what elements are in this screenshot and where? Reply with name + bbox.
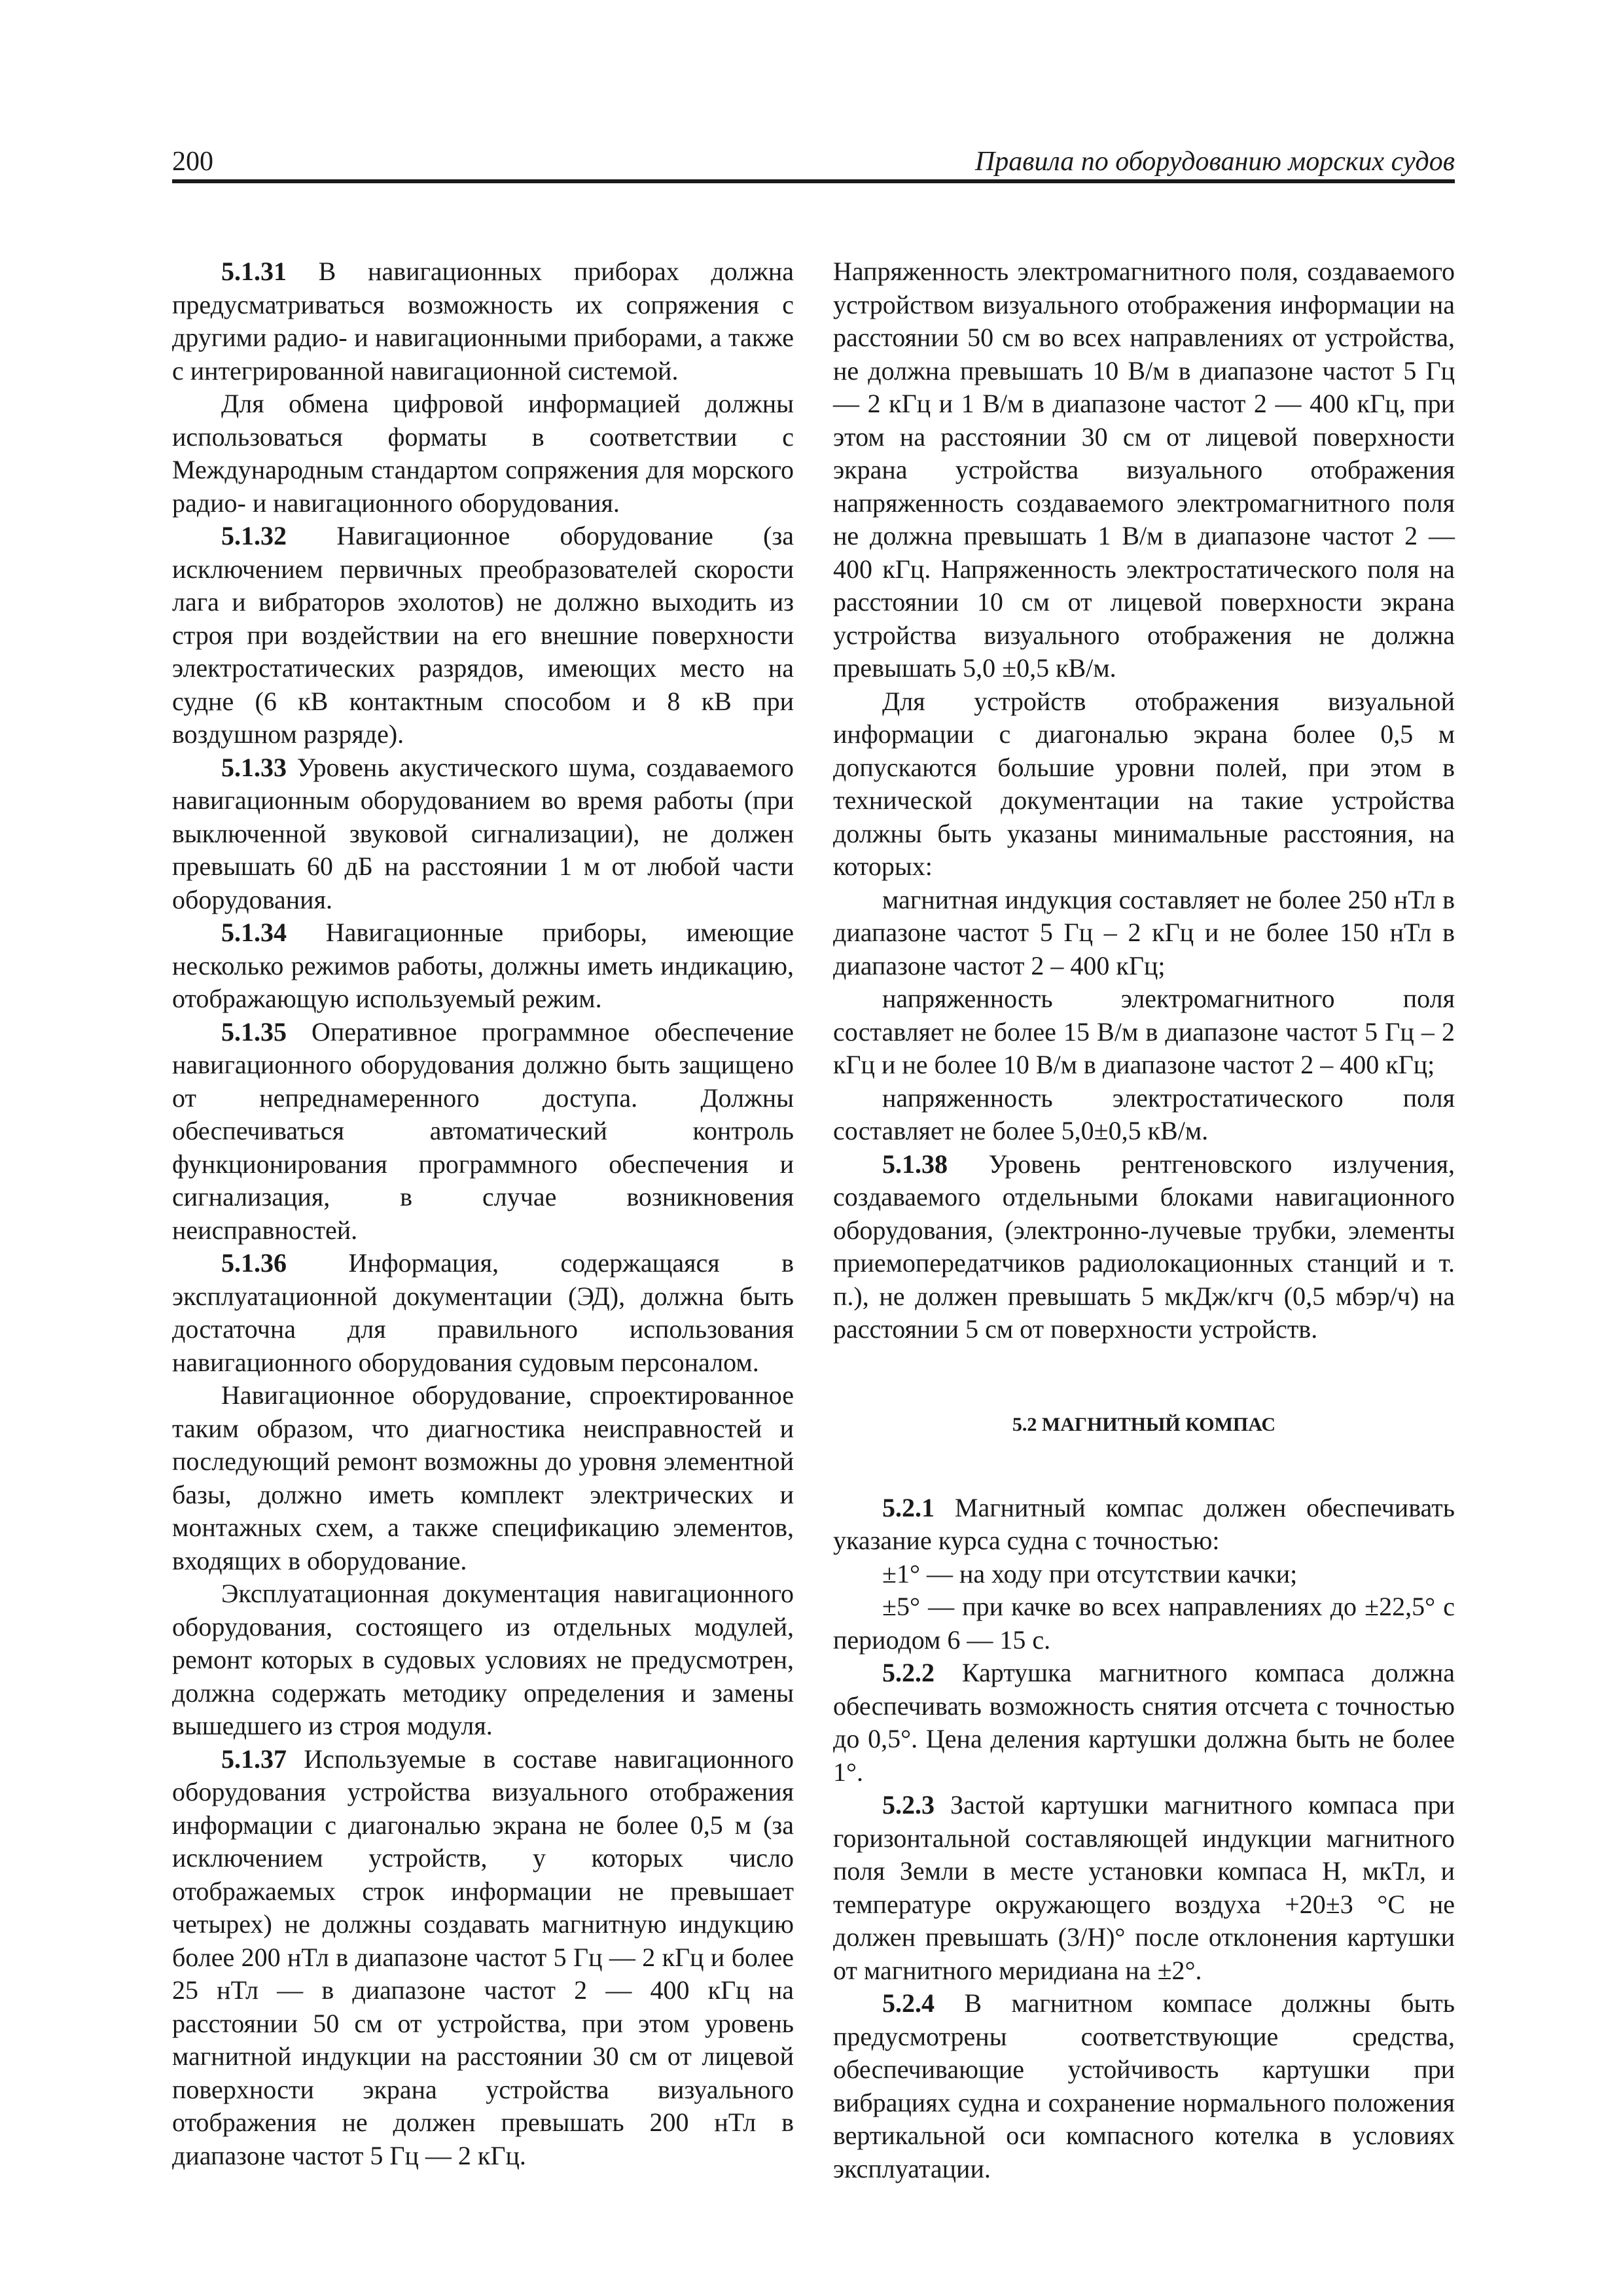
paragraph-5-1-32 [172, 520, 794, 751]
clause-number: 5.1.34 [221, 918, 287, 947]
clause-number: 5.1.36 [221, 1248, 287, 1278]
clause-number: 5.1.35 [221, 1016, 287, 1047]
paragraph-text: Картушка магнитного компаса должна обеспечивать возможность снятия отсчета с точностью до 0,5°. Цена деления картушки должна быть не более 1°. [833, 1658, 1455, 1787]
paragraph-text: Для устройств отображения визуальной информации с диагональю экрана более 0,5 м допускаются большие уровни полей, при этом в технической документации на такие устройства должны быть указаны минимальные расстояния, на которых: [833, 686, 1455, 881]
paragraph-5-1-33 [172, 751, 794, 917]
paragraph-text: Информация, содержащаяся в эксплуатационной документации (ЭД), должна быть достаточна для правильного использования навигационного оборудования судовым персоналом. [172, 1248, 794, 1377]
paragraph-5-1-37 [172, 1743, 794, 2173]
section-title: 5.2 МАГНИТНЫЙ КОМПАС [1012, 1413, 1276, 1435]
paragraph-text: Напряженность электромагнитного поля, создаваемого устройством визуального отображения информации на расстоянии 50 см во всех направлениях от устройства, не должна превышать 10 В/м в диапазоне частот 5 Гц — 2 кГц и 1 В/м в диапазоне частот 2 — 400 кГц, при этом на расстоянии 30 см от лицевой поверхности экрана устройства визуального отображения напряженность создаваемого электромагнитного поля не должна превышать 1 В/м в диапазоне частот 2 — 400 кГц. Напряженность электростатического поля на расстоянии 10 см от лицевой поверхности экрана устройства визуального отображения не должна превышать 5,0 ±0,5 кВ/м. [833, 257, 1455, 683]
paragraph-text: Уровень рентгеновского излучения, создаваемого отдельными блоками навигационного оборудования, (электронно-лучевые трубки, элементы приемопередатчиков радиолокационных станций и т. п.), не должен превышать 5 мкДж/кгч (0,5 мбэр/ч) на расстоянии 5 см от поверхности устройств. [833, 1149, 1455, 1344]
clause-number: 5.1.38 [882, 1149, 948, 1179]
paragraph-5-2-1 [833, 1492, 1455, 1558]
paragraph-text: напряженность электромагнитного поля составляет не более 15 В/м в диапазоне частот 5 Гц – 2 кГц и не более 10 В/м в диапазоне частот 2 – 400 кГц; [833, 984, 1455, 1079]
paragraph-5-1-35 [172, 1016, 794, 1247]
paragraph [833, 255, 1455, 685]
page-number: 200 [172, 147, 213, 177]
paragraph-text: Магнитный компас должен обеспечивать указание курса судна с точностью: [833, 1492, 1455, 1555]
clause-number: 5.1.31 [221, 257, 287, 286]
paragraph-5-1-38 [833, 1148, 1455, 1346]
clause-number: 5.2.3 [882, 1790, 935, 1820]
paragraph [172, 1577, 794, 1743]
paragraph [833, 685, 1455, 884]
paragraph [172, 1379, 794, 1577]
paragraph-text: В навигационных приборах должна предусматриваться возможность их сопряжения с другими радио- и навигационными приборами, а также с интегрированной навигационной системой. [172, 257, 794, 386]
paragraph-5-2-4 [833, 1987, 1455, 2185]
clause-number: 5.2.1 [882, 1492, 935, 1522]
running-header [172, 143, 1455, 181]
clause-number: 5.1.32 [221, 521, 287, 550]
paragraph [833, 982, 1455, 1082]
running-title: Правила по оборудованию морских судов [974, 147, 1455, 177]
paragraph-text: Используемые в составе навигационного оборудования устройства визуального отображения информации с диагональю экрана не более 0,5 м (за исключением устройств, у которых число отображаемых строк информации не превышает четырех) не должны создавать магнитную индукцию более 200 нТл в диапазоне частот 5 Гц — 2 кГц и более 25 нТл — в диапазоне частот 2 — 400 кГц на расстоянии 50 см от устройства, при этом уровень магнитной индукции на расстоянии 30 см от лицевой поверхности экрана устройства визуального отображения не должен превышать 200 нТл в диапазоне частот 5 Гц — 2 кГц. [172, 1744, 794, 2170]
right-column [833, 255, 1455, 2185]
paragraph-text: напряженность электростатического поля составляет не более 5,0±0,5 кВ/м. [833, 1083, 1455, 1145]
paragraph-5-2-3 [833, 1789, 1455, 1987]
clause-number: 5.2.4 [882, 1988, 935, 2018]
header-rule [172, 179, 1455, 183]
paragraph-text: Навигационное оборудование (за исключением первичных преобразователей скорости лага и вибраторов эхолотов) не должно выходить из строя при воздействии на его внешние поверхности электростатических разрядов, имеющих место на судне (6 кВ контактным способом и 8 кВ при воздушном разряде). [172, 521, 794, 749]
paragraph-text: Застой картушки магнитного компаса при горизонтальной составляющей индукции магнитного поля Земли в месте установки компаса H, мкТл, и температуре окружающего воздуха +20±3 °С не должен превышать (3/H)° после отклонения картушки от магнитного меридиана на ±2°. [833, 1790, 1455, 1985]
paragraph-5-1-31 [172, 255, 794, 387]
left-column [172, 255, 794, 2172]
paragraph-5-1-34 [172, 916, 794, 1016]
clause-number: 5.1.37 [221, 1744, 287, 1774]
paragraph-text: ±1° — на ходу при отсутствии качки; [882, 1558, 1298, 1588]
paragraph-text: Навигационные приборы, имеющие несколько режимов работы, должны иметь индикацию, отображающую используемый режим. [172, 918, 794, 1013]
paragraph [833, 1558, 1455, 1591]
paragraph-text: Для обмена цифровой информацией должны использоваться форматы в соответствии с Международным стандартом сопряжения для морского радио- и навигационного оборудования. [172, 389, 794, 518]
paragraph-text: Эксплуатационная документация навигационного оборудования, состоящего из отдельных модулей, ремонт которых в судовых условиях не предусмотрен, должна содержать методику определения и замены вышедшего из строя модуля. [172, 1579, 794, 1740]
paragraph-text: Оперативное программное обеспечение навигационного оборудования должно быть защищено от непреднамеренного доступа. Должны обеспечиваться автоматический контроль функционирования программного обеспечения и сигнализация, в случае возникновения неисправностей. [172, 1016, 794, 1245]
paragraph-5-1-36 [172, 1247, 794, 1379]
paragraph-text: Уровень акустического шума, создаваемого навигационным оборудованием во время работы (при выключенной звуковой сигнализации), не должен превышать 60 дБ на расстоянии 1 м от любой части оборудования. [172, 752, 794, 914]
paragraph-text: Навигационное оборудование, спроектированное таким образом, что диагностика неисправностей и последующий ремонт возможны до уровня элементной базы, должно иметь комплект электрических и монтажных схем, а также спецификацию элементов, входящих в оборудование. [172, 1380, 794, 1575]
clause-number: 5.1.33 [221, 752, 287, 782]
paragraph [172, 387, 794, 520]
clause-number: 5.2.2 [882, 1658, 935, 1687]
paragraph [833, 1590, 1455, 1657]
paragraph-text: магнитная индукция составляет не более 250 нТл в диапазоне частот 5 Гц – 2 кГц и не более 150 нТл в диапазоне частот 2 – 400 кГц; [833, 884, 1455, 980]
paragraph-text: В магнитном компасе должны быть предусмотрены соответствующие средства, обеспечивающие устойчивость картушки при вибрациях судна и сохранение нормального положения вертикальной оси компасного котелка в условиях эксплуатации. [833, 1988, 1455, 2183]
paragraph [833, 884, 1455, 983]
paragraph-text: ±5° — при качке во всех направлениях до ±22,5° с периодом 6 — 15 с. [833, 1592, 1455, 1655]
paragraph-5-2-2 [833, 1657, 1455, 1789]
paragraph [833, 1082, 1455, 1148]
